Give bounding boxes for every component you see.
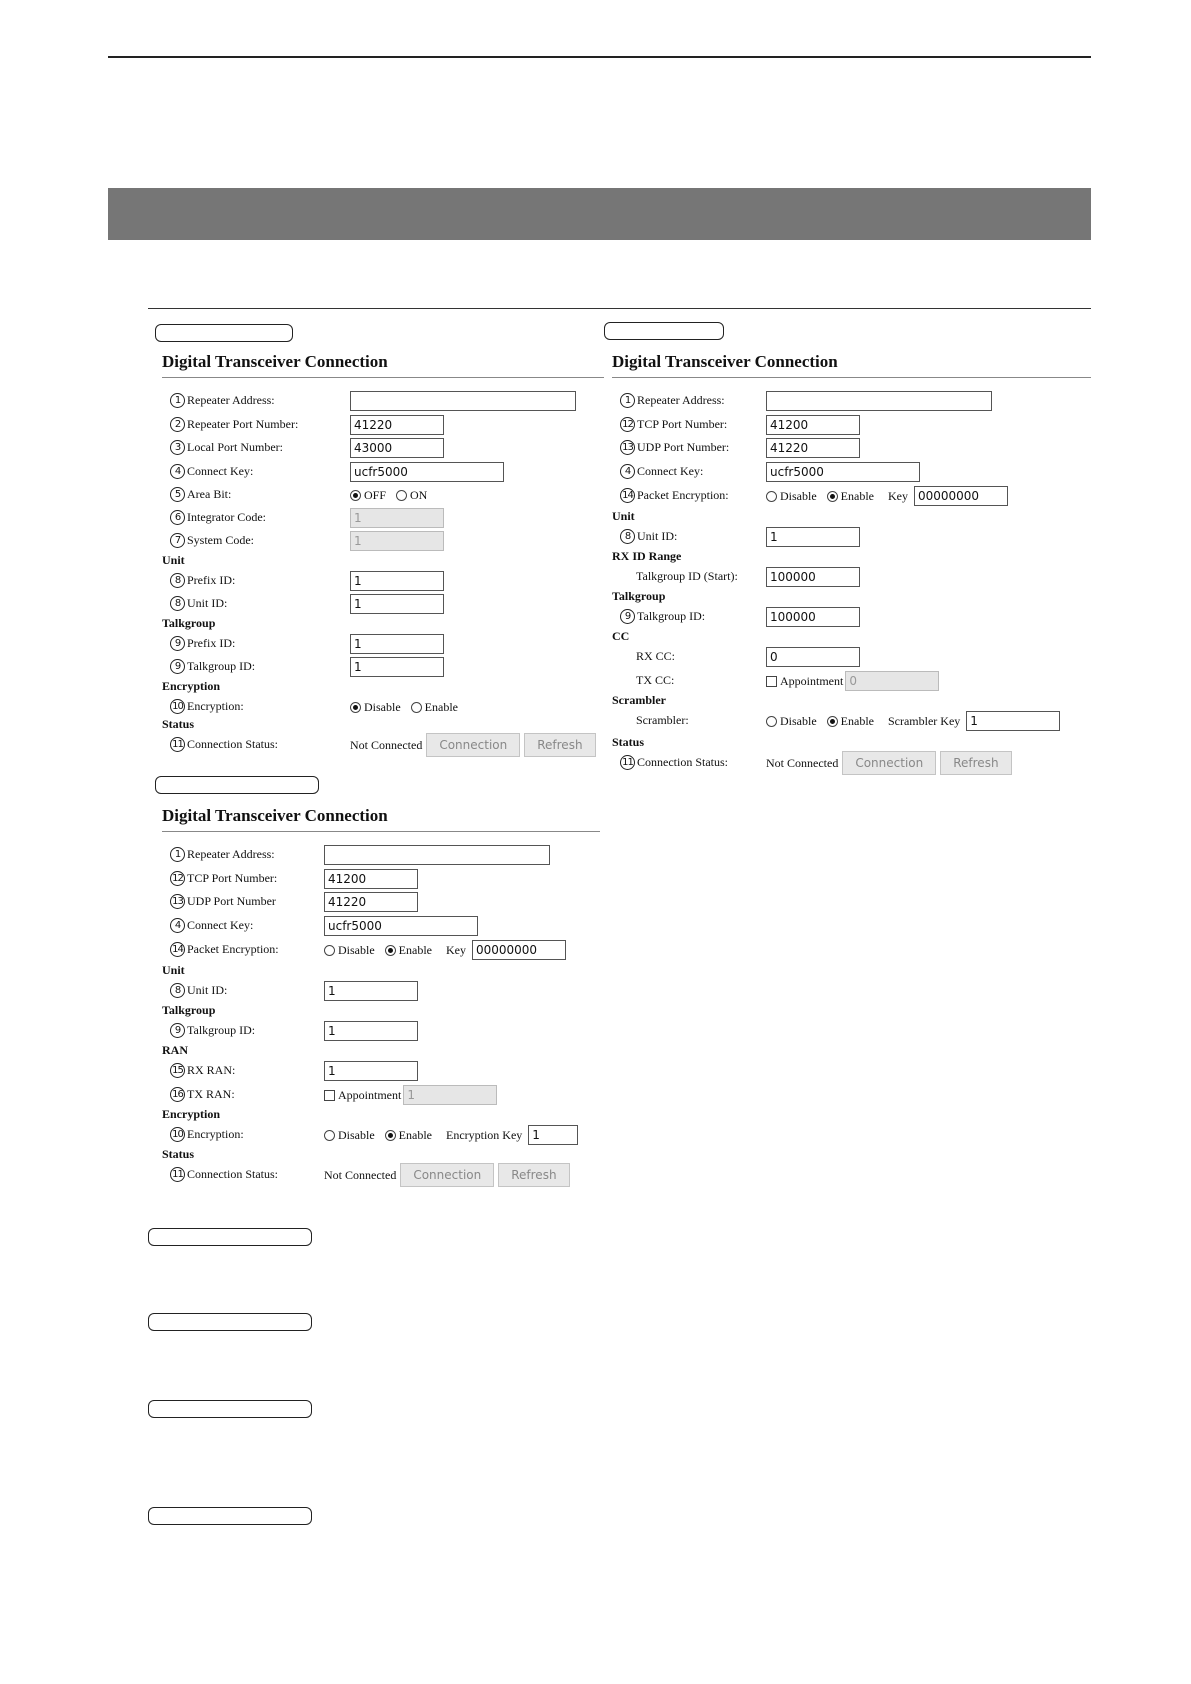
status-heading: Status bbox=[162, 1147, 195, 1161]
callout-number: 10 bbox=[170, 1127, 185, 1142]
callout-number: 15 bbox=[170, 1063, 185, 1078]
field-label: Packet Encryption: bbox=[637, 488, 729, 502]
field-label: Connect Key: bbox=[637, 464, 704, 478]
tx-cc-input bbox=[845, 671, 939, 691]
field-label: TCP Port Number: bbox=[187, 871, 278, 885]
callout-number: 8 bbox=[170, 596, 185, 611]
repeater-address-input[interactable] bbox=[324, 845, 550, 865]
connection-status-value: Not Connected bbox=[766, 755, 839, 770]
packet-encryption-disable-option[interactable] bbox=[766, 489, 817, 504]
callout-number: 8 bbox=[170, 573, 185, 588]
status-heading: Status bbox=[162, 717, 195, 731]
header-rule bbox=[108, 56, 1091, 58]
callout-number: 10 bbox=[170, 699, 185, 714]
note-tag-4 bbox=[148, 1507, 312, 1525]
callout-number: 11 bbox=[170, 1167, 185, 1182]
callout-number: 11 bbox=[620, 755, 635, 770]
panel-title: Digital Transceiver Connection bbox=[162, 806, 388, 825]
packet-encryption-disable-option[interactable] bbox=[324, 943, 375, 958]
udp-port-input[interactable] bbox=[324, 892, 418, 912]
tg-id-input[interactable] bbox=[766, 607, 860, 627]
status-heading: Status bbox=[612, 735, 645, 749]
callout-number: 14 bbox=[620, 488, 635, 503]
talkgroup-heading: Talkgroup bbox=[162, 1003, 216, 1017]
unit-heading: Unit bbox=[162, 553, 185, 567]
encryption-enable-option[interactable] bbox=[385, 1128, 432, 1143]
radio-unselected[interactable] bbox=[766, 716, 777, 727]
callout-number: 11 bbox=[170, 737, 185, 752]
callout-number: 3 bbox=[170, 440, 185, 455]
tx-ran-checkbox[interactable] bbox=[324, 1090, 335, 1101]
option-label: Enable bbox=[424, 699, 458, 714]
field-label: Unit ID: bbox=[187, 596, 228, 610]
tcp-port-input[interactable] bbox=[766, 415, 860, 435]
note-tag-1 bbox=[148, 1228, 312, 1246]
field-label: UDP Port Number: bbox=[637, 440, 730, 454]
area-bit-on-option[interactable] bbox=[396, 488, 427, 503]
radio-unselected[interactable] bbox=[396, 490, 407, 501]
radio-unselected[interactable] bbox=[324, 945, 335, 956]
radio-selected[interactable] bbox=[827, 491, 838, 502]
callout-number: 13 bbox=[620, 440, 635, 455]
field-label: RX CC: bbox=[636, 649, 676, 663]
field-label: UDP Port Number bbox=[187, 894, 276, 908]
field-label: Encryption: bbox=[187, 699, 244, 713]
field-label: Connection Status: bbox=[187, 737, 278, 751]
field-label: TX CC: bbox=[636, 673, 675, 687]
option-label: Disable bbox=[338, 1127, 375, 1142]
callout-number: 1 bbox=[170, 393, 185, 408]
option-label: Enable bbox=[398, 942, 432, 957]
callout-number: 14 bbox=[170, 942, 185, 957]
option-label: Disable bbox=[780, 488, 817, 503]
tx-cc-checkbox[interactable] bbox=[766, 676, 777, 687]
callout-number: 2 bbox=[170, 417, 185, 432]
field-label: Prefix ID: bbox=[187, 573, 236, 587]
field-label: Area Bit: bbox=[187, 487, 232, 501]
refresh-button[interactable]: Refresh bbox=[940, 751, 1011, 775]
packet-key-input[interactable] bbox=[472, 940, 566, 960]
rx-ran-input[interactable] bbox=[324, 1061, 418, 1081]
panel-a-tag bbox=[155, 324, 293, 342]
cc-heading: CC bbox=[612, 629, 630, 643]
connection-button[interactable]: Connection bbox=[400, 1163, 494, 1187]
callout-number: 4 bbox=[170, 918, 185, 933]
note-tag-2 bbox=[148, 1313, 312, 1331]
field-label: TCP Port Number: bbox=[637, 417, 728, 431]
callout-number: 9 bbox=[170, 659, 185, 674]
packet-encryption-enable-option[interactable] bbox=[385, 943, 432, 958]
field-label: Talkgroup ID: bbox=[187, 1023, 256, 1037]
section-rule bbox=[148, 308, 1091, 309]
unit-id-input[interactable] bbox=[766, 527, 860, 547]
callout-number: 7 bbox=[170, 533, 185, 548]
field-label: Repeater Port Number: bbox=[187, 417, 299, 431]
field-label: Packet Encryption: bbox=[187, 942, 279, 956]
panel-a bbox=[162, 352, 604, 772]
callout-number: 5 bbox=[170, 487, 185, 502]
field-label: Scrambler: bbox=[636, 713, 689, 727]
connect-key-input[interactable] bbox=[766, 462, 920, 482]
scrambler-key-input[interactable] bbox=[966, 711, 1060, 731]
connection-status-value: Not Connected bbox=[324, 1167, 397, 1182]
encryption-disable-option[interactable] bbox=[350, 700, 401, 715]
field-label: TX RAN: bbox=[187, 1087, 235, 1101]
scrambler-heading: Scrambler bbox=[612, 693, 666, 707]
title-rule bbox=[612, 377, 1091, 378]
repeater-address-input[interactable] bbox=[766, 391, 992, 411]
tcp-port-input[interactable] bbox=[324, 869, 418, 889]
encryption-heading: Encryption bbox=[162, 679, 221, 693]
title-rule bbox=[162, 831, 600, 832]
callout-number: 6 bbox=[170, 510, 185, 525]
scrambler-disable-option[interactable] bbox=[766, 714, 817, 729]
option-label: Enable bbox=[398, 1127, 432, 1142]
callout-number: 8 bbox=[170, 983, 185, 998]
encryption-key-label: Encryption Key bbox=[445, 1127, 523, 1142]
encryption-disable-option[interactable] bbox=[324, 1128, 375, 1143]
radio-unselected[interactable] bbox=[324, 1130, 335, 1141]
radio-selected[interactable] bbox=[385, 1130, 396, 1141]
field-label: Talkgroup ID (Start): bbox=[636, 569, 738, 583]
panel-title: Digital Transceiver Connection bbox=[612, 352, 838, 371]
field-label: Unit ID: bbox=[637, 529, 678, 543]
local-port-input[interactable] bbox=[350, 438, 444, 458]
field-label: Unit ID: bbox=[187, 983, 228, 997]
encryption-enable-option[interactable] bbox=[411, 700, 458, 715]
ran-heading: RAN bbox=[162, 1043, 188, 1057]
unit-heading: Unit bbox=[612, 509, 635, 523]
rx-cc-input[interactable] bbox=[766, 647, 860, 667]
field-label: Encryption: bbox=[187, 1127, 244, 1141]
option-label: Disable bbox=[364, 699, 401, 714]
callout-number: 4 bbox=[620, 464, 635, 479]
radio-unselected[interactable] bbox=[766, 491, 777, 502]
integrator-code-input bbox=[350, 508, 444, 528]
connection-button[interactable]: Connection bbox=[842, 751, 936, 775]
connection-status-value: Not Connected bbox=[350, 737, 423, 752]
callout-number: 9 bbox=[620, 609, 635, 624]
field-label: System Code: bbox=[187, 533, 255, 547]
unit-id-input[interactable] bbox=[350, 594, 444, 614]
field-label: Connect Key: bbox=[187, 464, 254, 478]
note-tag-3 bbox=[148, 1400, 312, 1418]
unit-prefix-input[interactable] bbox=[350, 571, 444, 591]
option-label: Enable bbox=[840, 713, 874, 728]
packet-key-input[interactable] bbox=[914, 486, 1008, 506]
connect-key-input[interactable] bbox=[324, 916, 478, 936]
field-label: RX RAN: bbox=[187, 1063, 236, 1077]
scrambler-key-label: Scrambler Key bbox=[887, 713, 961, 728]
unit-heading: Unit bbox=[162, 963, 185, 977]
radio-selected[interactable] bbox=[827, 716, 838, 727]
tg-id-input[interactable] bbox=[324, 1021, 418, 1041]
tg-start-input[interactable] bbox=[766, 567, 860, 587]
field-label: Talkgroup ID: bbox=[187, 659, 256, 673]
callout-number: 4 bbox=[170, 464, 185, 479]
option-label: ON bbox=[410, 487, 428, 502]
callout-number: 8 bbox=[620, 529, 635, 544]
field-label: Integrator Code: bbox=[187, 510, 266, 524]
panel-b bbox=[162, 806, 600, 1226]
callout-number: 1 bbox=[170, 847, 185, 862]
field-label: Connection Status: bbox=[187, 1167, 278, 1181]
callout-number: 13 bbox=[170, 894, 185, 909]
option-label: Disable bbox=[780, 713, 817, 728]
callout-number: 12 bbox=[170, 871, 185, 886]
checkbox-label: Appointment bbox=[780, 673, 844, 688]
key-label: Key bbox=[887, 488, 908, 503]
refresh-button[interactable]: Refresh bbox=[498, 1163, 569, 1187]
field-label: Local Port Number: bbox=[187, 440, 283, 454]
packet-encryption-enable-option[interactable] bbox=[827, 489, 874, 504]
tx-ran-input bbox=[403, 1085, 497, 1105]
panel-c bbox=[612, 352, 1091, 792]
callout-number: 9 bbox=[170, 1023, 185, 1038]
key-label: Key bbox=[445, 942, 466, 957]
refresh-button[interactable]: Refresh bbox=[524, 733, 595, 757]
field-label: Connection Status: bbox=[637, 755, 728, 769]
section-header-band bbox=[108, 188, 1091, 240]
field-label: Repeater Address: bbox=[637, 393, 725, 407]
radio-selected[interactable] bbox=[350, 490, 361, 501]
encryption-heading: Encryption bbox=[162, 1107, 221, 1121]
checkbox-label: Appointment bbox=[338, 1087, 402, 1102]
panel-title: Digital Transceiver Connection bbox=[162, 352, 388, 371]
field-label: Repeater Address: bbox=[187, 393, 275, 407]
panel-c-tag bbox=[604, 322, 724, 340]
encryption-key-input[interactable] bbox=[528, 1125, 578, 1145]
field-label: Prefix ID: bbox=[187, 636, 236, 650]
talkgroup-heading: Talkgroup bbox=[612, 589, 666, 603]
connect-key-input[interactable] bbox=[350, 462, 504, 482]
option-label: Enable bbox=[840, 488, 874, 503]
field-label: Repeater Address: bbox=[187, 847, 275, 861]
option-label: OFF bbox=[364, 487, 387, 502]
field-label: Talkgroup ID: bbox=[637, 609, 706, 623]
callout-number: 12 bbox=[620, 417, 635, 432]
tg-prefix-input[interactable] bbox=[350, 634, 444, 654]
area-bit-off-option[interactable] bbox=[350, 488, 386, 503]
radio-selected[interactable] bbox=[350, 702, 361, 713]
field-label: Connect Key: bbox=[187, 918, 254, 932]
system-code-input bbox=[350, 531, 444, 551]
callout-number: 9 bbox=[170, 636, 185, 651]
title-rule bbox=[162, 377, 604, 378]
radio-selected[interactable] bbox=[385, 945, 396, 956]
tg-id-input[interactable] bbox=[350, 657, 444, 677]
repeater-port-input[interactable] bbox=[350, 415, 444, 435]
radio-unselected[interactable] bbox=[411, 702, 422, 713]
repeater-address-input[interactable] bbox=[350, 391, 576, 411]
panel-b-tag bbox=[155, 776, 319, 794]
unit-id-input[interactable] bbox=[324, 981, 418, 1001]
callout-number: 16 bbox=[170, 1087, 185, 1102]
scrambler-enable-option[interactable] bbox=[827, 714, 874, 729]
connection-button[interactable]: Connection bbox=[426, 733, 520, 757]
talkgroup-heading: Talkgroup bbox=[162, 616, 216, 630]
rx-id-range-heading: RX ID Range bbox=[612, 549, 682, 563]
option-label: Disable bbox=[338, 942, 375, 957]
callout-number: 1 bbox=[620, 393, 635, 408]
udp-port-input[interactable] bbox=[766, 438, 860, 458]
